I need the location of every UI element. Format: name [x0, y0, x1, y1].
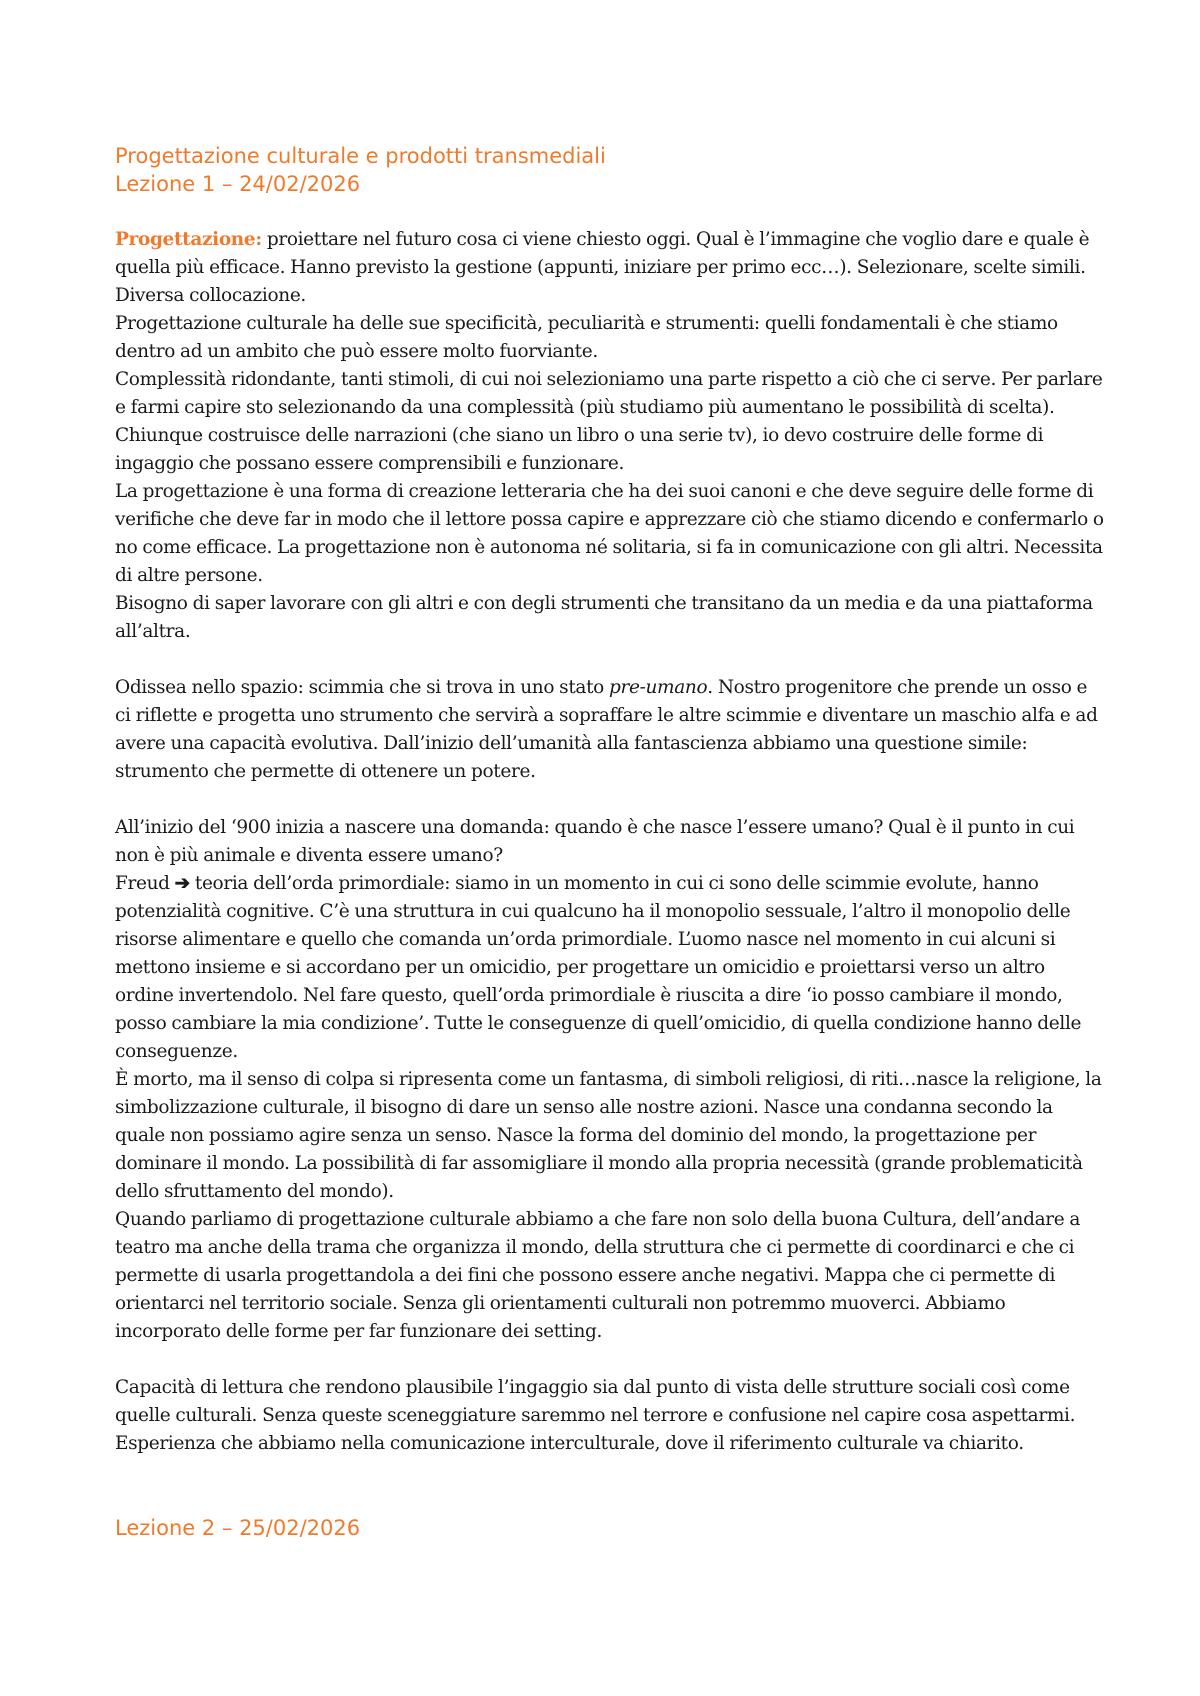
paragraph-freud	[115, 870, 1105, 1066]
paragraph: All’inizio del ‘900 inizia a nascere una domanda: quando è che nasce l’essere umano? Qual è il punto in cui non è più animale e diventa essere umano?	[115, 817, 1075, 866]
document-title: Progettazione culturale e prodotti transmediali	[115, 144, 606, 168]
paragraph-text: teoria dell’orda primordiale: siamo in un momento in cui ci sono delle scimmie evolute, hanno potenzialità cognitive. C’è una struttura in cui qualcuno ha il monopolio sessuale, l’altro il monopolio delle risorse alimentare e quello che comanda un’orda primordiale. L’uomo nasce nel momento in cui alcuni si mettono insieme e si accordano per un omicidio, per progettare un omicidio e proiettarsi verso un altro ordine invertendolo. Nel fare questo, quell’orda primordiale è riuscita a dire ‘io posso cambiare il mondo, posso cambiare la mia condizione’. Tutte le conseguenze di quell’omicidio, di quella condizione hanno delle conseguenze.	[115, 873, 1082, 1062]
lesson-2-heading: Lezione 2 – 25/02/2026	[115, 1516, 361, 1540]
paragraph: Progettazione culturale ha delle sue specificità, peculiarità e strumenti: quelli fondamentali è che stiamo dentro ad un ambito che può essere molto fuorviante.	[115, 313, 1058, 362]
paragraph: La progettazione è una forma di creazione letteraria che ha dei suoi canoni e che deve seguire delle forme di verifiche che deve far in modo che il lettore possa capire e apprezzare ciò che stiamo dicendo e confermarlo o no come efficace. La progettazione non è autonoma né solitaria, si fa in comunicazione con gli altri. Necessita di altre persone.	[115, 481, 1104, 586]
spacer	[115, 198, 1105, 226]
paragraph: È morto, ma il senso di colpa si ripresenta come un fantasma, di simboli religiosi, di riti…nasce la religione, la simbolizzazione culturale, il bisogno di dare un senso alle nostre azioni. Nasce una condanna secondo la quale non possiamo agire senza un senso. Nasce la forma del dominio del mondo, la progettazione per dominare il mondo. La possibilità di far assomigliare il mondo alla propria necessità (grande problematicità dello sfruttamento del mondo).	[115, 1069, 1102, 1202]
spacer	[115, 646, 1105, 674]
spacer	[115, 1346, 1105, 1374]
term-progettazione: Progettazione:	[115, 229, 262, 250]
paragraph-text: proiettare nel futuro cosa ci viene chiesto oggi. Qual è l’immagine che voglio dare e quale è quella più efficace. Hanno previsto la gestione (appunti, iniziare per primo ecc…). Selezionare, scelte simili. Diversa collocazione.	[115, 229, 1090, 306]
freud-name: Freud	[115, 873, 175, 894]
spacer	[115, 1458, 1105, 1514]
paragraph: Capacità di lettura che rendono plausibile l’ingaggio sia dal punto di vista delle strutture sociali così come quelle culturali. Senza queste sceneggiature saremmo nel terrore e confusione nel capire cosa aspettarmi. Esperienza che abbiamo nella comunicazione interculturale, dove il riferimento culturale va chiarito.	[115, 1377, 1076, 1454]
spacer	[115, 786, 1105, 814]
italic-term: pre-umano	[609, 677, 708, 698]
paragraph-text: . Nostro progenitore che prende un osso e ci riflette e progetta uno strumento che servirà a sopraffare le altre scimmie e diventare un maschio alfa e ad avere una capacità evolutiva. Dall’inizio dell’umanità alla fantascienza abbiamo una questione simile: strumento che permette di ottenere un potere.	[115, 677, 1098, 782]
paragraph-text: Odissea nello spazio: scimmia che si trova in uno stato	[115, 677, 609, 698]
lesson-1-heading: Lezione 1 – 24/02/2026	[115, 172, 361, 196]
paragraph-progettazione	[115, 226, 1105, 310]
paragraph: Complessità ridondante, tanti stimoli, di cui noi selezioniamo una parte rispetto a ciò che ci serve. Per parlare e farmi capire sto selezionando da una complessità (più studiamo più aumentano le possibilità di scelta). Chiunque costruisce delle narrazioni (che siano un libro o una serie tv), io devo costruire delle forme di ingaggio che possano essere comprensibili e funzionare.	[115, 369, 1103, 474]
arrow-right-icon: ➔	[174, 873, 190, 894]
paragraph: Bisogno di saper lavorare con gli altri e con degli strumenti che transitano da un media e da una piattaforma all’altra.	[115, 593, 1093, 642]
paragraph-odissea	[115, 674, 1105, 786]
document-content	[115, 142, 1105, 1542]
paragraph: Quando parliamo di progettazione culturale abbiamo a che fare non solo della buona Cultura, dell’andare a teatro ma anche della trama che organizza il mondo, della struttura che ci permette di coordinarci e che ci permette di usarla progettandola a dei fini che possono essere anche negativi. Mappa che ci permette di orientarci nel territorio sociale. Senza gli orientamenti culturali non potremmo muoverci. Abbiamo incorporato delle forme per far funzionare dei setting.	[115, 1209, 1081, 1342]
